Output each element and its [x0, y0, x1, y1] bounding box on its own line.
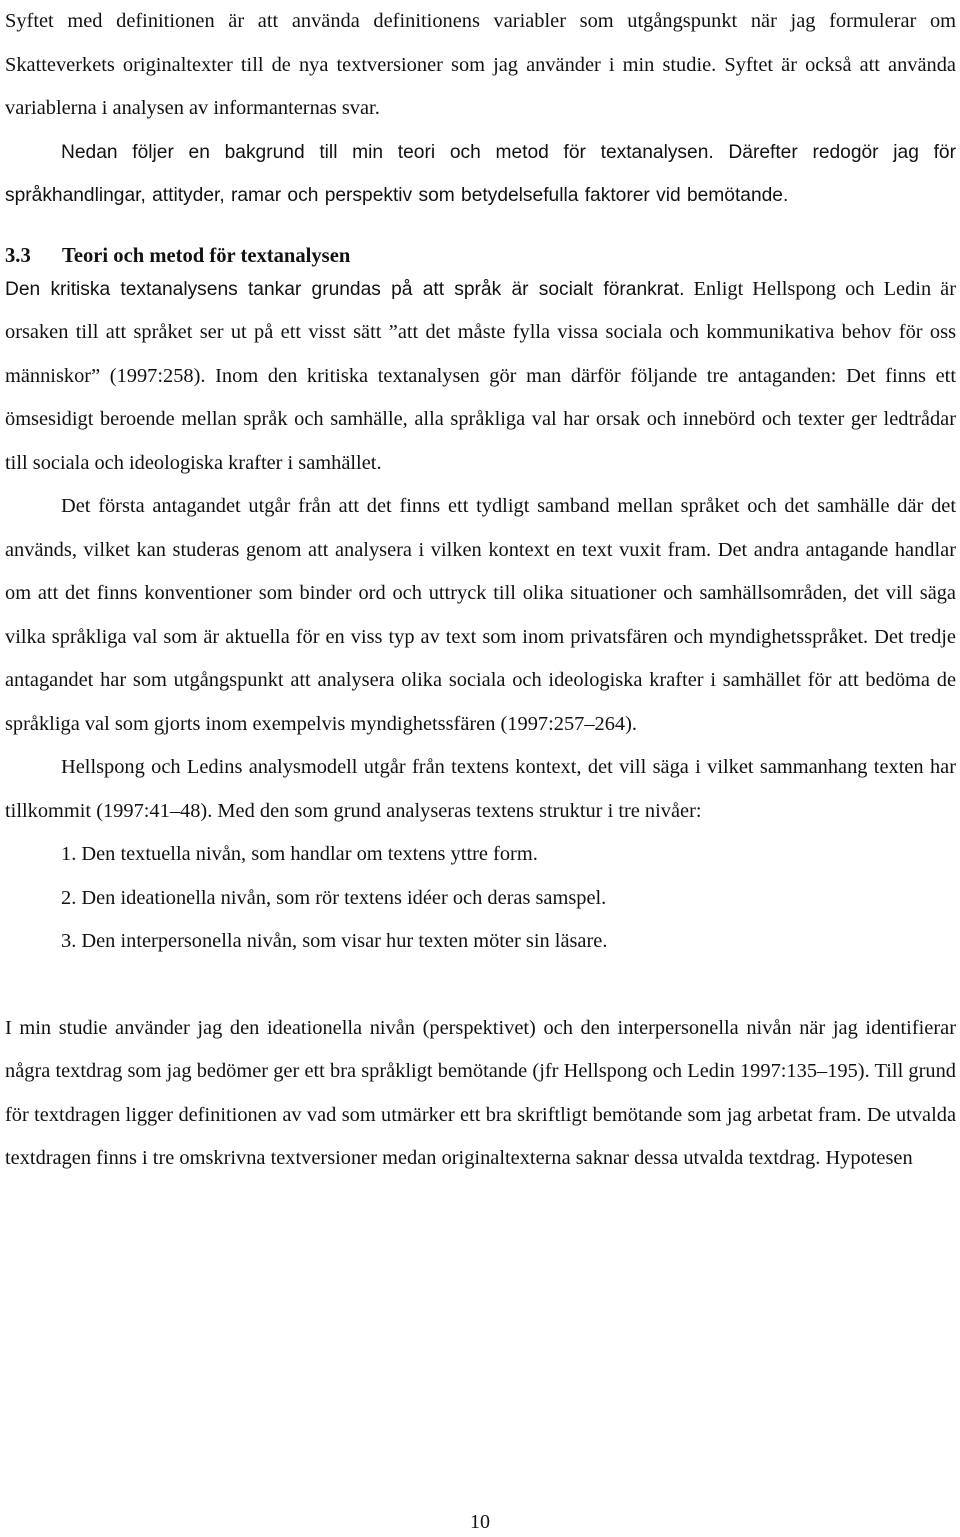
- intro-paragraph: Syftet med definitionen är att använda definitionens variabler som utgångspunkt när jag formulerar om Skatteverkets originaltexter till de nya textversioner som jag använder i min studie. Syftet är också att använda variablerna i analysen av informanternas svar.: [5, 10, 956, 119]
- theory-body: Enligt Hellspong och Ledin är orsaken till att språket ser ut på ett visst sätt ”att det måste fylla vissa sociala och kommunikativa behov för oss människor” (1997:258). Inom den kritiska textanalysen gör man därför följande tre antaganden: Det finns ett ömsesidigt beroende mellan språk och samhälle, alla språkliga val har orsak och innebörd och texter ger ledtrådar till sociala och ideologiska krafter i samhället.: [5, 277, 957, 474]
- section-number: 3.3: [5, 244, 31, 267]
- theory-lead-sentence: Den kritiska textanalysens tankar grundas på att språk är socialt förankrat.: [5, 278, 685, 300]
- assumptions-paragraph: Det första antagandet utgår från att det finns ett tydligt samband mellan språket och det samhälle där det används, vilket kan studeras genom att analysera i vilken kontext en text vuxit fram. Det andra antagande handlar om att det finns konventioner som binder ord och uttryck till olika situationer och samhällsområden, det vill säga vilka språkliga val som är aktuella för en viss typ av text som inom privatsfären och myndighetsspråket. Det tredje antagandet har som utgångspunkt att analysera olika sociala och ideologiska krafter i samhället för att bedöma de språkliga val som gjorts inom exempelvis myndighetssfären (1997:257–264).: [5, 495, 956, 735]
- outline-sentence-rest: Därefter redogör jag för språkhandlingar, attityder, ramar och perspektiv som betydelsefulla faktorer vid bemötande.: [5, 141, 956, 206]
- study-paragraph: I min studie använder jag den ideationella nivån (perspektivet) och den interpersonella nivån när jag identifierar några textdrag som jag bedömer ger ett bra språkligt bemötande (jfr Hellspong och Ledin 1997:135–195). Till grund för textdragen ligger definitionen av vad som utmärker ett bra skriftligt bemötande som jag arbetat fram. De utvalda textdragen finns i tre omskrivna textversioner medan originaltexterna saknar dessa utvalda textdrag. Hypotesen: [5, 1016, 956, 1169]
- page-number: 10: [470, 1511, 490, 1533]
- spacer: [5, 218, 956, 232]
- list-item-interpersonal-level: 3. Den interpersonella nivån, som visar hur texten möter sin läsare.: [61, 930, 608, 952]
- outline-sentence-sans: Nedan följer en bakgrund till min teori och metod för textanalysen.: [61, 141, 714, 163]
- page-content: [5, 0, 956, 1181]
- section-heading: [5, 232, 956, 268]
- list-item-textual-level: 1. Den textuella nivån, som handlar om textens yttre form.: [61, 843, 538, 865]
- levels-list: [5, 833, 956, 964]
- list-item-ideational-level: 2. Den ideationella nivån, som rör textens idéer och deras samspel.: [61, 886, 607, 909]
- section-title: Teori och metod för textanalysen: [62, 244, 351, 267]
- outline-paragraph: [5, 131, 956, 218]
- theory-paragraph: [5, 268, 956, 486]
- model-paragraph: Hellspong och Ledins analysmodell utgår från textens kontext, det vill säga i vilket sammanhang texten har tillkommit (1997:41–48). Med den som grund analyseras textens struktur i tre nivåer:: [5, 756, 956, 822]
- spacer: [5, 964, 956, 1007]
